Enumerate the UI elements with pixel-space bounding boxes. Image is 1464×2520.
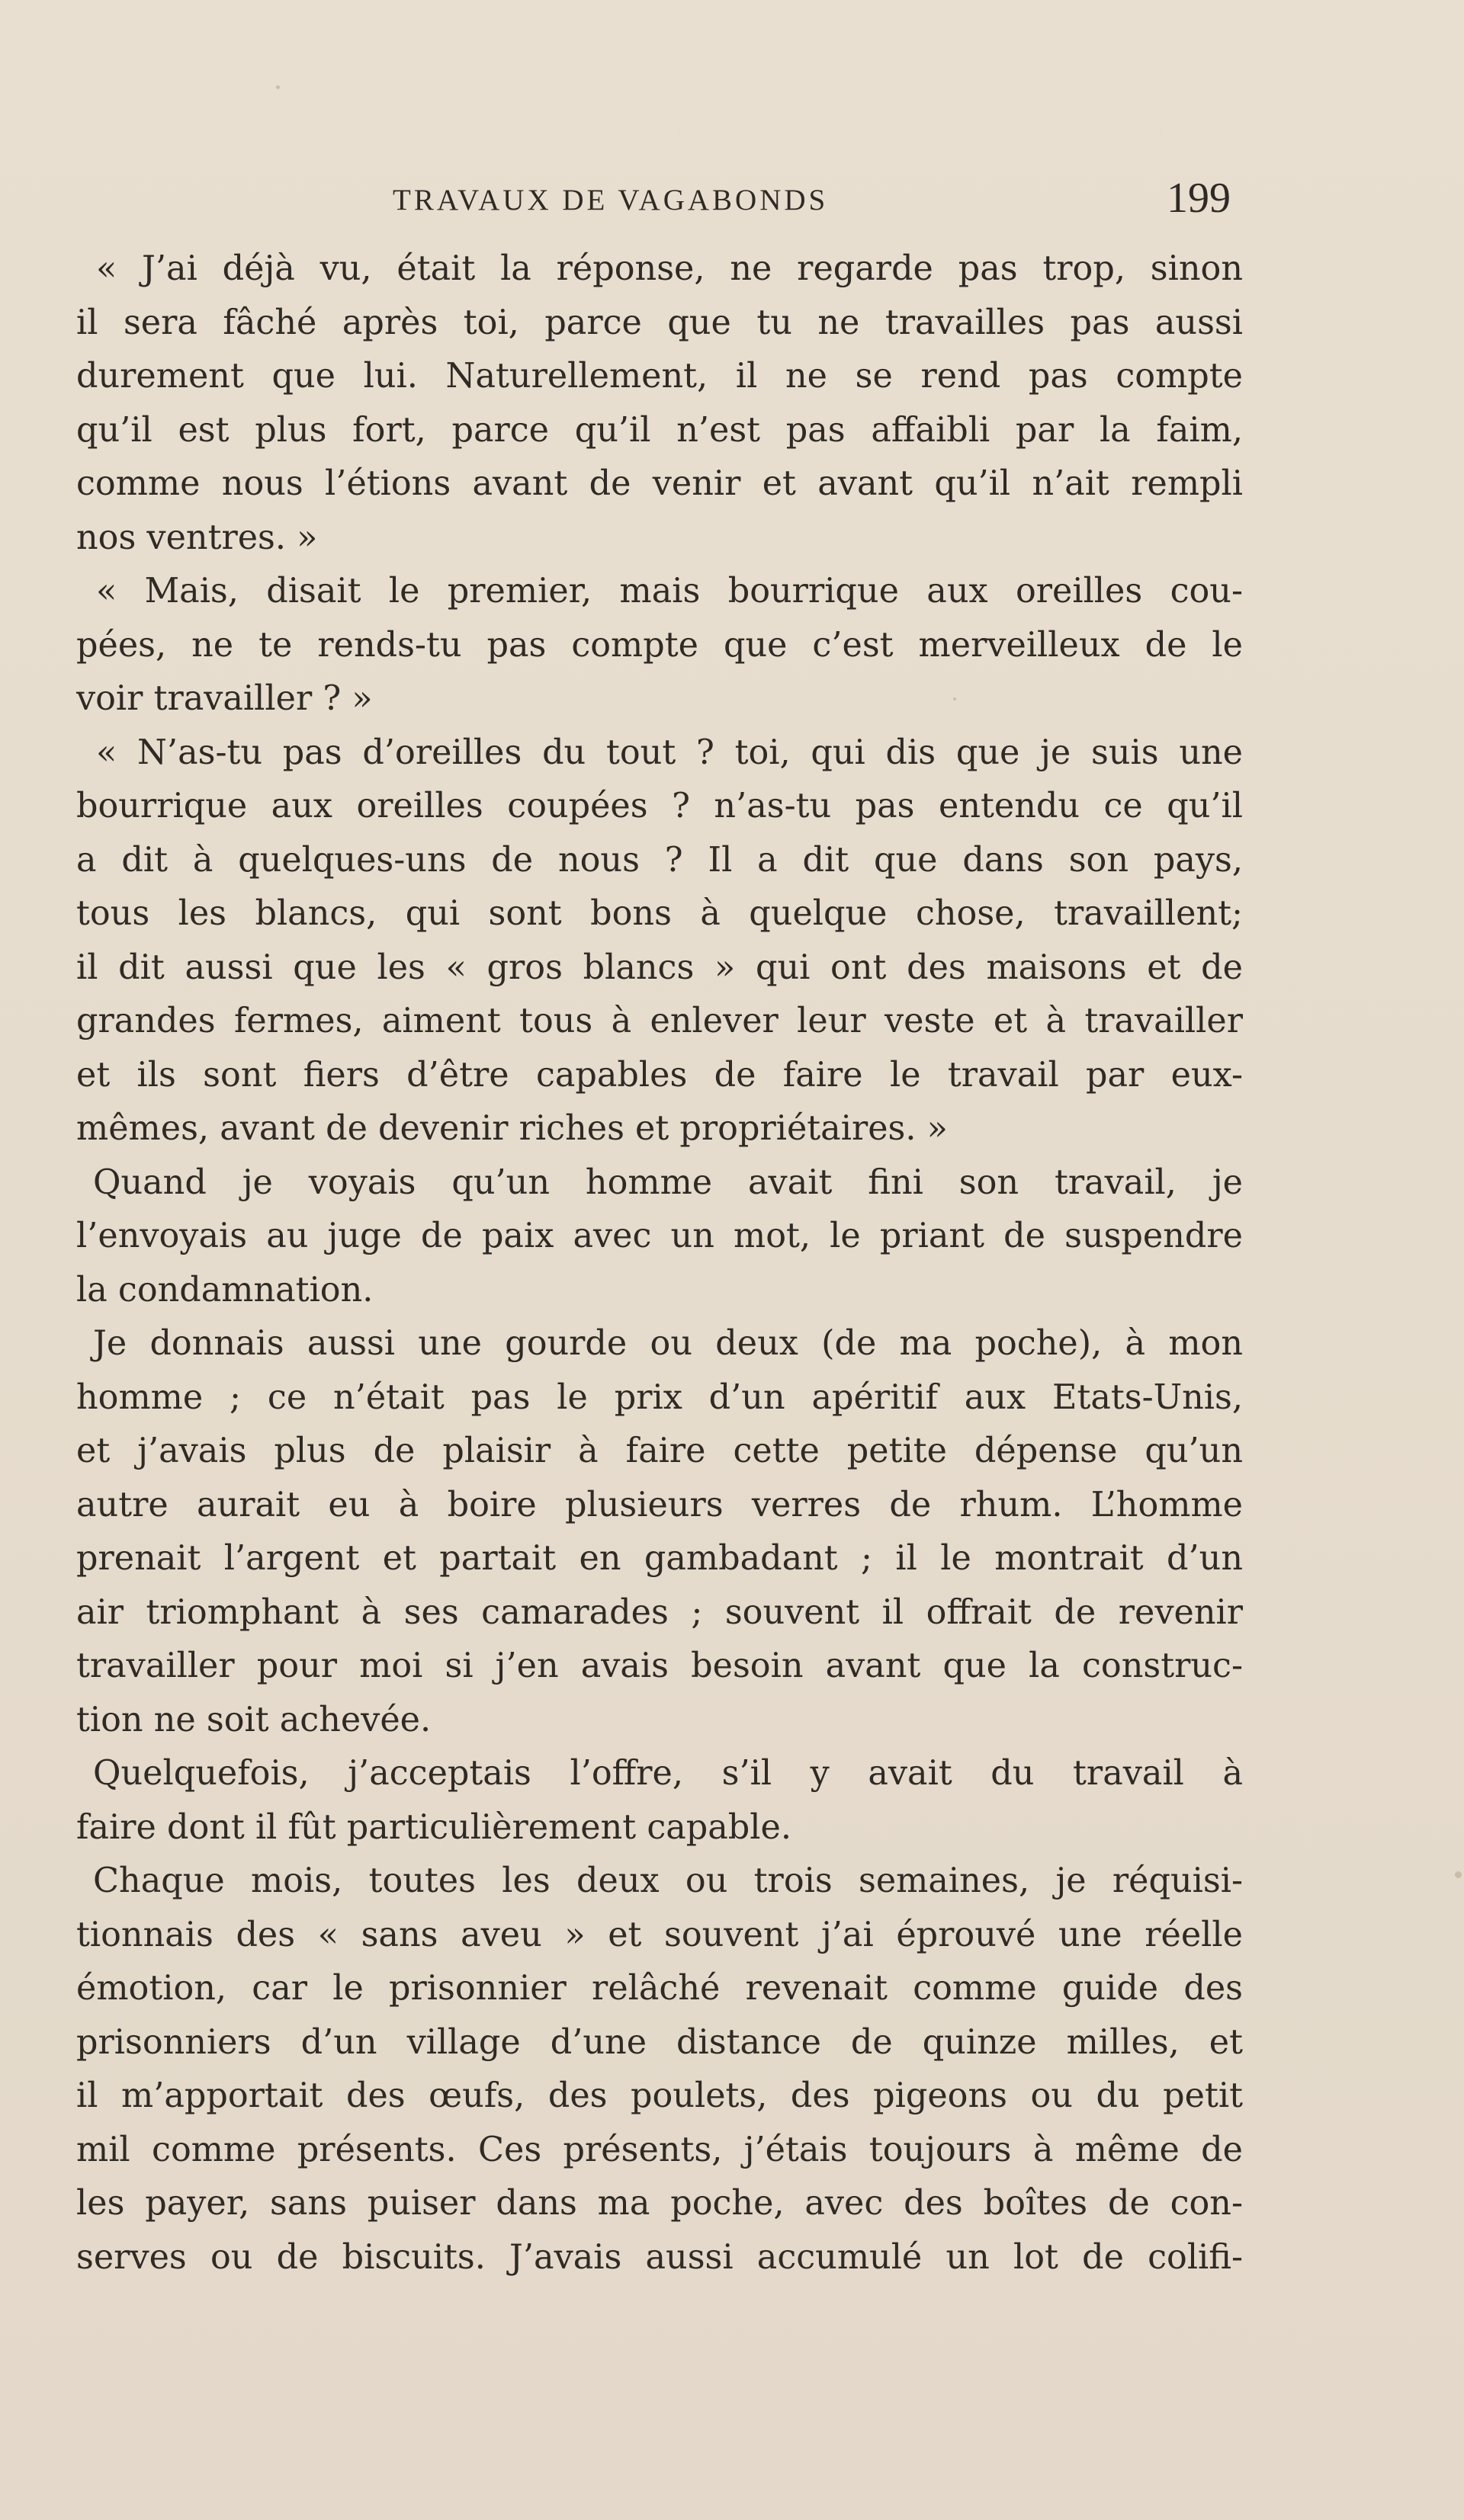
text-line: comme nous l’étions avant de venir et avant qu’il n’ait rempli <box>76 464 1243 503</box>
paper-speck <box>953 697 956 701</box>
text-line: il m’apportait des œufs, des poulets, des pigeons ou du petit <box>76 2076 1243 2115</box>
text-line: émotion, car le prisonnier relâché revenait comme guide des <box>76 1969 1243 2008</box>
page-header <box>0 174 1464 227</box>
text-line: tion ne soit achevée. <box>76 1700 432 1739</box>
text-line: mil comme présents. Ces présents, j’étais toujours à même de <box>76 2130 1243 2169</box>
running-title: TRAVAUX DE VAGABONDS <box>393 184 829 216</box>
text-line: mêmes, avant de devenir riches et propriétaires. » <box>76 1109 948 1148</box>
text-line: autre aurait eu à boire plusieurs verres de rhum. L’homme <box>76 1485 1243 1525</box>
text-line: Quand je voyais qu’un homme avait fini son travail, je <box>93 1162 1243 1202</box>
text-line: prisonniers d’un village d’une distance de quinze milles, et <box>76 2022 1243 2062</box>
text-line: et ils sont fiers d’être capables de faire le travail par eux- <box>76 1055 1243 1095</box>
text-line: il sera fâché après toi, parce que tu ne travailles pas aussi <box>76 303 1243 342</box>
text-line: air triomphant à ses camarades ; souvent il offrait de revenir <box>76 1592 1243 1632</box>
page-number: 199 <box>1167 175 1231 222</box>
text-line: bourrique aux oreilles coupées ? n’as-tu pas entendu ce qu’il <box>76 787 1243 826</box>
text-line: durement que lui. Naturellement, il ne se rend pas compte <box>76 357 1243 396</box>
text-line: « N’as-tu pas d’oreilles du tout ? toi, qui dis que je suis une <box>96 733 1243 772</box>
paper-speck <box>276 85 280 89</box>
text-line: prenait l’argent et partait en gambadant ; il le montrait d’un <box>76 1539 1243 1578</box>
text-line: l’envoyais au juge de paix avec un mot, le priant de suspendre <box>76 1217 1243 1255</box>
text-line: serves ou de biscuits. J’avais aussi accumulé un lot de colifi- <box>76 2237 1243 2277</box>
text-line: Je donnais aussi une gourde ou deux (de ma poche), à mon <box>93 1324 1243 1363</box>
text-line: la condamnation. <box>76 1270 374 1310</box>
text-line: grandes fermes, aiment tous à enlever leur veste et à travailler <box>76 1002 1243 1040</box>
paper-speck <box>1455 1871 1462 1878</box>
text-line: a dit à quelques-uns de nous ? Il a dit que dans son pays, <box>76 840 1243 880</box>
text-line: voir travailler ? » <box>76 679 373 718</box>
text-line: homme ; ce n’était pas le prix d’un apéritif aux Etats-Unis, <box>76 1377 1243 1417</box>
text-line: il dit aussi que les « gros blancs » qui ont des maisons et de <box>76 947 1243 987</box>
text-line: tous les blancs, qui sont bons à quelque chose, travaillent; <box>76 894 1243 933</box>
body-text <box>76 242 1243 2284</box>
text-line: travailler pour moi si j’en avais besoin avant que la construc- <box>76 1646 1243 1685</box>
text-line: Chaque mois, toutes les deux ou trois semaines, je réquisi- <box>93 1861 1243 1900</box>
text-line: Quelquefois, j’acceptais l’offre, s’il y avait du travail à <box>93 1754 1243 1793</box>
text-line: « J’ai déjà vu, était la réponse, ne regarde pas trop, sinon <box>96 249 1243 288</box>
text-line: faire dont il fût particulièrement capable. <box>76 1807 791 1847</box>
text-line: et j’avais plus de plaisir à faire cette petite dépense qu’un <box>76 1432 1243 1470</box>
text-line: tionnais des « sans aveu » et souvent j’ai éprouvé une réelle <box>76 1915 1243 1954</box>
text-line: pées, ne te rends-tu pas compte que c’est merveilleux de le <box>76 625 1243 665</box>
text-line: nos ventres. » <box>76 518 318 557</box>
text-line: qu’il est plus fort, parce qu’il n’est pas affaibli par la faim, <box>76 410 1243 450</box>
text-line: les payer, sans puiser dans ma poche, avec des boîtes de con- <box>76 2184 1243 2223</box>
text-line: « Mais, disait le premier, mais bourrique aux oreilles cou- <box>96 572 1243 611</box>
